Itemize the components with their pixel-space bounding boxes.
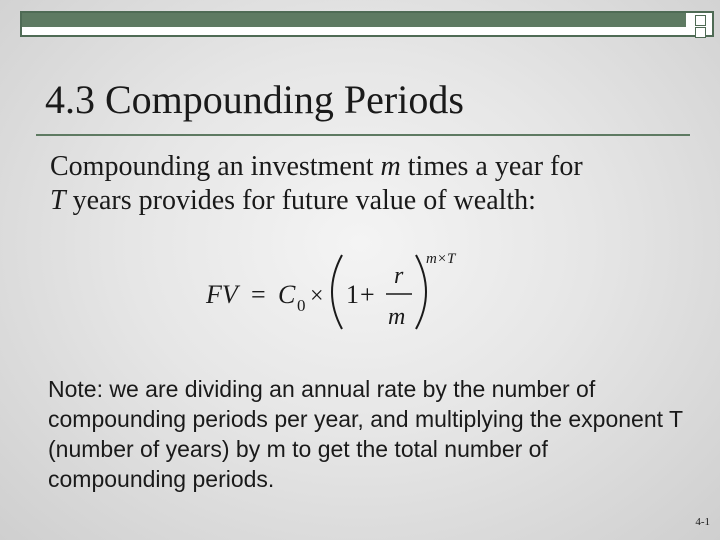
intro-part1: Compounding an investment [50,151,381,182]
formula-plus: + [360,280,375,309]
formula-numerator: r [394,263,404,289]
formula-equals: = [251,280,266,309]
formula-left-paren [332,255,342,329]
slide-number: 4-1 [695,516,710,528]
formula-one: 1 [346,280,359,309]
intro-part2: times a year for [400,151,583,182]
intro-text [50,150,690,218]
formula-right-paren [416,255,426,329]
formula-c: C [278,280,296,309]
formula-denominator: m [388,304,406,330]
intro-T: T [50,185,66,216]
formula-c-subscript: 0 [297,296,306,315]
top-bar-fill [22,13,686,27]
formula-times: × [310,283,324,309]
slide-title: 4.3 Compounding Periods [45,77,464,122]
top-decorative-bar [20,11,714,37]
top-bar-square-bottom [695,27,706,38]
intro-m: m [380,151,401,182]
title-underline [36,134,690,136]
top-bar-square-top [695,15,706,26]
formula-fv: FV [206,280,238,309]
note-text: Note: we are dividing an annual rate by the number of compounding periods per year, and multiplying the exponent T (number of years) by m to get the total number of compounding periods. [48,376,683,492]
future-value-formula [204,247,464,337]
formula-exponent: m×T [426,251,456,267]
intro-part3: years provides for future value of wealth: [65,185,536,216]
